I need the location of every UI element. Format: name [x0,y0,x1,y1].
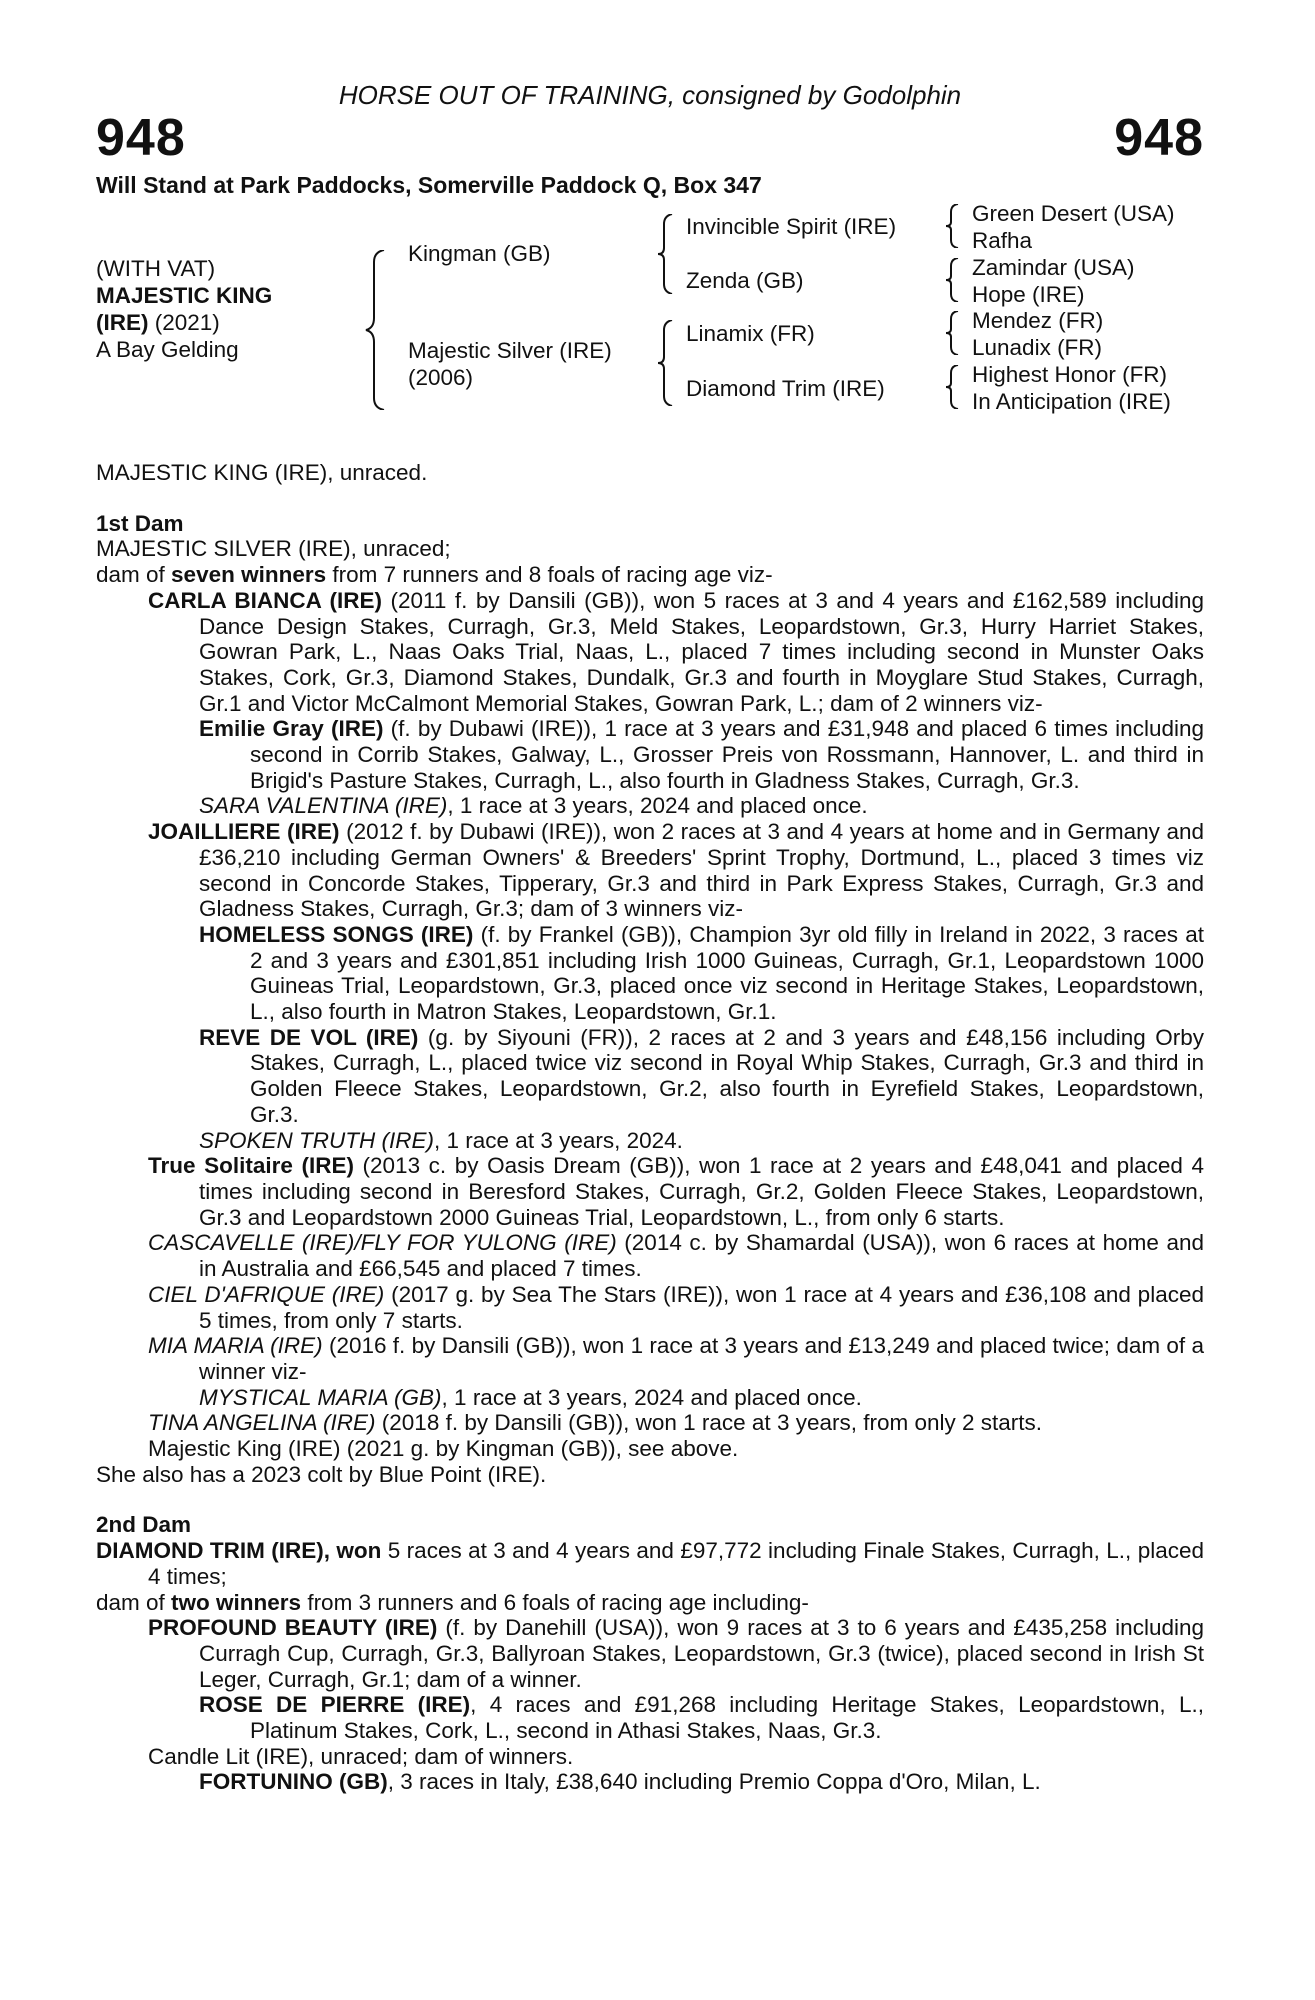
brace-dam [656,320,676,406]
entry-candle-lit: Candle Lit (IRE), unraced; dam of winners. [148,1743,574,1769]
pedigree-table [96,200,1204,420]
entry-emilie-gray: Emilie Gray (IRE) (f. by Dubawi (IRE)), 1 race at 3 years and £31,948 and placed 6 times including second in Corrib Stakes, Galway, L., Grosser Preis von Rossmann, Hannover, L. and third in Brigid's Pasture Stakes, Curragh, L., also fourth in Gladness Stakes, Curragh, Gr.3. [199,716,1204,793]
ped-ssd: Rafha [972,228,1033,253]
horse-description: A Bay Gelding [96,337,239,362]
sire: Kingman (GB) [408,241,551,266]
horse-name: MAJESTIC KING [96,283,273,308]
dam-dam: Diamond Trim (IRE) [686,376,885,401]
stand-location: Will Stand at Park Paddocks, Somerville Paddock Q, Box 347 [96,172,762,198]
dam: Majestic Silver (IRE) [408,338,612,363]
entry-spoken-truth: SPOKEN TRUTH (IRE), 1 race at 3 years, 2024. [199,1127,683,1153]
entry-ciel-dafrique: CIEL D'AFRIQUE (IRE) (2017 g. by Sea The Stars (IRE)), won 1 race at 4 years and £36,108 and placed 5 times, from only 7 starts. [148,1281,1204,1333]
horse-origin-year: (IRE) (2021) [96,310,220,335]
first-dam-summary: dam of seven winners from 7 runners and 8 foals of racing age viz- [96,562,773,588]
entry-profound-beauty: PROFOUND BEAUTY (IRE) (f. by Danehill (USA)), won 9 races at 3 to 6 years and £435,258 including Curragh Cup, Curragh, Gr.3, Ballyroan Stakes, Leopardstown, Gr.3 (twice), placed second in Irish St Leger, Curragh, Gr.1; dam of a winner. [148,1615,1204,1692]
colt-line: She also has a 2023 colt by Blue Point (IRE). [96,1461,547,1487]
entry-fortunino: FORTUNINO (GB), 3 races in Italy, £38,640 including Premio Coppa d'Oro, Milan, L. [199,1769,1041,1795]
brace-sd [944,258,962,302]
sire-sire: Invincible Spirit (IRE) [686,214,897,239]
brace-ds [944,311,962,355]
entry-homeless-songs: HOMELESS SONGS (IRE) (f. by Frankel (GB)), Champion 3yr old filly in Ireland in 2022, 3 races at 2 and 3 years and £301,851 including Irish 1000 Guineas, Curragh, Gr.1, Leopardstown 1000 Guineas Trial, Leopardstown, Gr.3, placed once viz second in Heritage Stakes, Leopardstown, L., also fourth in Matron Stakes, Leopardstown, Gr.1. [199,921,1204,1025]
entry-diamond-trim: DIAMOND TRIM (IRE), won 5 races at 3 and 4 years and £97,772 including Finale Stakes, Curragh, L., placed 4 times; [96,1538,1205,1589]
brace-gen1 [364,250,388,410]
lot-number-left: 948 [96,109,186,167]
dam-year: (2006) [408,365,474,390]
entry-reve-de-vol: REVE DE VOL (IRE) (g. by Siyouni (FR)), 2 races at 2 and 3 years and £48,156 including Orby Stakes, Curragh, L., placed twice viz second in Royal Whip Stakes, Curragh, Gr.3 and third in Golden Fleece Stakes, Leopardstown, Gr.2, also fourth in Eyrefield Stakes, Leopardstown, Gr.3. [199,1024,1205,1127]
lot-number-right: 948 [1114,109,1204,167]
produce-record [96,460,1204,1795]
ped-sss: Green Desert (USA) [972,201,1175,226]
entry-true-solitaire: True Solitaire (IRE) (2013 c. by Oasis Dream (GB)), won 1 race at 2 years and £48,041 and placed 4 times including second in Beresford Stakes, Curragh, Gr.2, Golden Fleece Stakes, Leopardstown, Gr.3 and Leopardstown 2000 Guineas Trial, Leopardstown, L., from only 6 starts. [148,1153,1204,1230]
ped-ddd: In Anticipation (IRE) [972,389,1171,414]
first-dam-heading: 1st Dam [96,510,184,536]
ped-dss: Mendez (FR) [972,308,1104,333]
second-dam-heading: 2nd Dam [96,1512,192,1538]
unraced-line: MAJESTIC KING (IRE), unraced. [96,460,428,485]
entry-sara-valentina: SARA VALENTINA (IRE), 1 race at 3 years, 2024 and placed once. [199,793,868,819]
entry-tina-angelina: TINA ANGELINA (IRE) (2018 f. by Dansili (GB)), won 1 race at 3 years, from only 2 starts. [148,1410,1043,1436]
entry-rose-de-pierre: ROSE DE PIERRE (IRE), 4 races and £91,268 including Heritage Stakes, Leopardstown, L., Platinum Stakes, Cork, L., second in Athasi Stakes, Naas, Gr.3. [199,1692,1204,1744]
entry-cascavelle: CASCAVELLE (IRE)/FLY FOR YULONG (IRE) (2014 c. by Shamardal (USA)), won 6 races at home and in Australia and £66,545 and placed 7 times. [148,1230,1204,1282]
entry-majestic-king: Majestic King (IRE) (2021 g. by Kingman (GB)), see above. [148,1436,739,1462]
first-dam-line: MAJESTIC SILVER (IRE), unraced; [96,536,451,562]
ped-dsd: Lunadix (FR) [972,335,1103,360]
dam-sire: Linamix (FR) [686,321,815,346]
entry-joailliere: JOAILLIERE (IRE) (2012 f. by Dubawi (IRE)), won 2 races at 3 and 4 years at home and in Germany and £36,210 including German Owners' & Breeders' Sprint Trophy, Dortmund, L., placed 3 times viz second in Concorde Stakes, Tipperary, Gr.3 and third in Park Express Stakes, Curragh, Gr.3 and Gladness Stakes, Curragh, Gr.3; dam of 3 winners viz- [148,819,1205,922]
entry-mia-maria: MIA MARIA (IRE) (2016 f. by Dansili (GB)), won 1 race at 3 years and £13,249 and placed twice; dam of a winner viz- [148,1333,1204,1384]
ped-sds: Zamindar (USA) [972,255,1135,280]
consignment-heading: HORSE OUT OF TRAINING, consigned by Godolphin [338,80,962,110]
entry-carla-bianca: CARLA BIANCA (IRE) (2011 f. by Dansili (GB)), won 5 races at 3 and 4 years and £162,589 including Dance Design Stakes, Curragh, Gr.3, Meld Stakes, Leopardstown, Gr.3, Hurry Harriet Stakes, Gowran Park, L., Naas Oaks Trial, Naas, L., placed 7 times including second in Munster Oaks Stakes, Cork, Gr.3, Diamond Stakes, Dundalk, Gr.3 and fourth in Moyglare Stud Stakes, Curragh, Gr.1 and Victor McCalmont Memorial Stakes, Gowran Park, L.; dam of 2 winners viz- [148,587,1205,716]
entry-mystical-maria: MYSTICAL MARIA (GB), 1 race at 3 years, 2024 and placed once. [199,1384,862,1410]
vat-label: (WITH VAT) [96,256,216,281]
sire-dam: Zenda (GB) [686,268,804,293]
second-dam-summary: dam of two winners from 3 runners and 6 foals of racing age including- [96,1589,809,1615]
brace-dd [944,365,962,409]
ped-dds: Highest Honor (FR) [972,362,1168,387]
brace-sire [656,214,676,294]
ped-sdd: Hope (IRE) [972,282,1085,307]
brace-ss [944,204,962,248]
